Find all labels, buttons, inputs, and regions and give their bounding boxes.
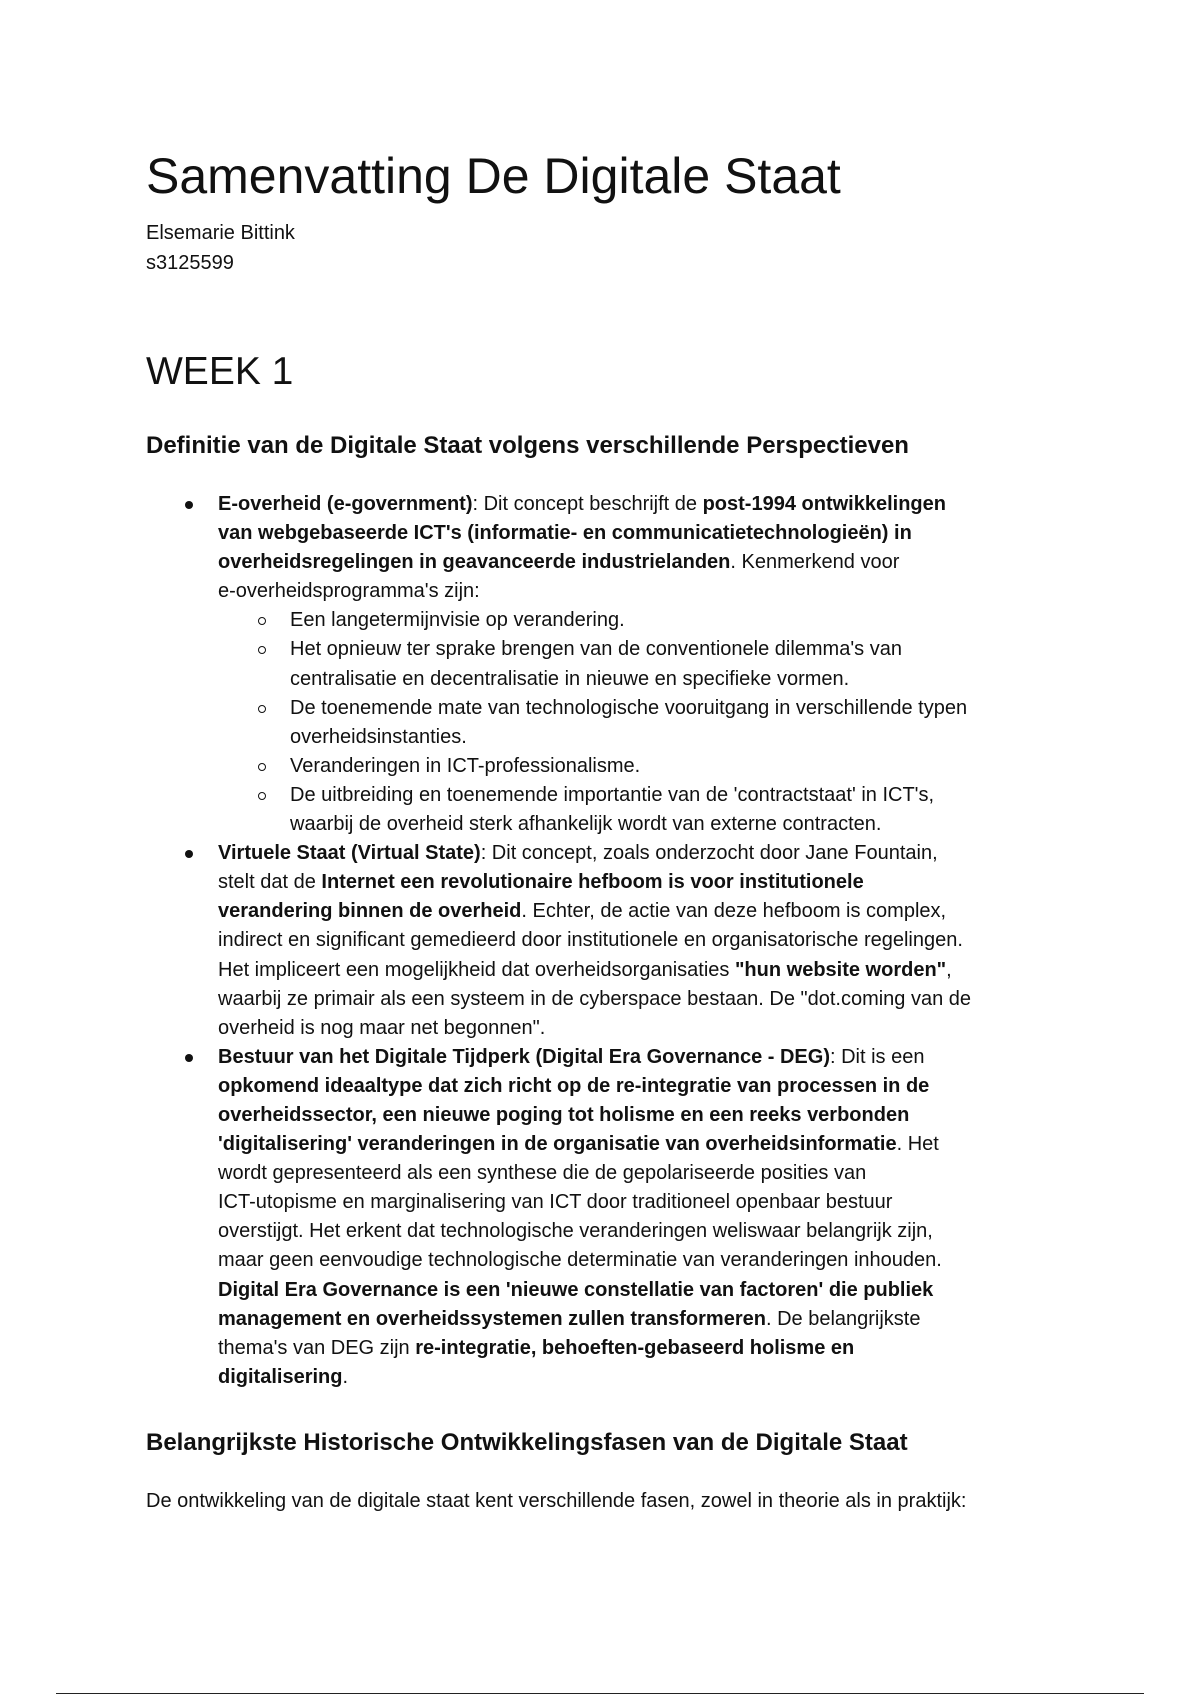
bold-text-segment: van webgebaseerde ICT's (informatie- en communicatietechnologieën) in: [218, 522, 912, 545]
bullet-text-line: [218, 1072, 1066, 1101]
text-segment: wordt gepresenteerd als een synthese die de gepolariseerde posities van: [218, 1162, 867, 1185]
bullet-text-line: [218, 956, 1066, 985]
bold-text-segment: overheidsregelingen in geavanceerde industrielanden: [218, 551, 731, 574]
bullet-text-line: [218, 1043, 1066, 1072]
bullet-text-line: [218, 1334, 1066, 1363]
bold-text-segment: Virtuele Staat (Virtual State): [218, 842, 481, 865]
bold-text-segment: management en overheidssystemen zullen transformeren: [218, 1307, 766, 1330]
sub-bullet-item: [218, 635, 1066, 693]
bullet-text-line: [218, 1363, 1066, 1392]
definition-bullet-item: [146, 490, 1066, 839]
bullet-text-line: [218, 1305, 1066, 1334]
bullet-text-line: [218, 490, 1066, 519]
text-segment: Het impliceert een mogelijkheid dat overheidsorganisaties: [218, 958, 735, 981]
bullet-text-line: [218, 577, 1066, 606]
hollow-circle-bullet-icon: [258, 763, 266, 771]
sub-bullet-text-line: De toenemende mate van technologische vooruitgang in verschillende typen: [290, 696, 968, 719]
week-heading: WEEK 1: [146, 350, 294, 393]
sub-bullet-text-line: overheidsinstanties.: [290, 725, 467, 748]
bullet-text-line: [218, 548, 1066, 577]
sub-bullet-item: [218, 752, 1066, 781]
bullet-text: [218, 490, 1066, 606]
bullet-text-line: [218, 1130, 1066, 1159]
text-segment: . Echter, de actie van deze hefboom is complex,: [521, 900, 947, 923]
bold-text-segment: overheidssector, een nieuwe poging tot holisme en een reeks verbonden: [218, 1103, 910, 1126]
text-segment: : Dit concept, zoals onderzocht door Jane Fountain,: [480, 842, 938, 865]
sub-bullet-item: [218, 781, 1066, 839]
text-segment: maar geen eenvoudige technologische determinatie van veranderingen inhouden.: [218, 1249, 942, 1272]
bold-text-segment: re-integratie, behoeften-gebaseerd holisme en: [415, 1336, 855, 1359]
document-title: Samenvatting De Digitale Staat: [146, 148, 841, 204]
page-footer-divider: [56, 1693, 1144, 1694]
text-segment: : Dit concept beschrijft de: [472, 493, 703, 515]
hollow-circle-bullet-icon: [258, 792, 266, 800]
text-segment: overheid is nog maar net begonnen".: [218, 1016, 546, 1039]
sub-bullet-text-line: centralisatie en decentralisatie in nieuwe en specifieke vormen.: [290, 667, 850, 690]
text-segment: ICT-utopisme en marginalisering van ICT door traditioneel openbaar bestuur: [218, 1191, 893, 1214]
hollow-circle-bullet-icon: [258, 646, 266, 654]
bold-text-segment: Digital Era Governance is een 'nieuwe constellatie van factoren' die publiek: [218, 1278, 934, 1301]
text-segment: .: [342, 1365, 349, 1388]
hollow-circle-bullet-icon: [258, 617, 266, 625]
text-segment: . Het: [896, 1133, 939, 1156]
bold-text-segment: E-overheid (e-government): [218, 493, 473, 515]
bullet-text: [218, 839, 1066, 1043]
hollow-circle-bullet-icon: [258, 705, 266, 713]
sub-bullet-text-line: waarbij de overheid sterk afhankelijk wordt van externe contracten.: [290, 813, 882, 836]
bullet-dot-icon: [185, 501, 193, 509]
definition-bullet-item: [146, 1043, 1066, 1392]
bullet-text-line: [218, 1101, 1066, 1130]
bold-text-segment: digitalisering: [218, 1365, 343, 1388]
bullet-text-line: [218, 926, 1066, 955]
definitions-bullet-list: [146, 490, 1066, 1392]
bullet-text-line: [218, 519, 1066, 548]
sub-bullet-text-line: Veranderingen in ICT-professionalisme.: [290, 754, 641, 777]
bullet-text-line: [218, 1159, 1066, 1188]
text-segment: : Dit is een: [830, 1045, 925, 1068]
bullet-text-line: [218, 1246, 1066, 1275]
text-segment: indirect en significant gemedieerd door institutionele en organisatorische regelingen.: [218, 929, 963, 952]
text-segment: e-overheidsprogramma's zijn:: [218, 580, 480, 603]
bold-text-segment: post-1994 ontwikkelingen: [702, 493, 946, 515]
sub-bullet-item: [218, 694, 1066, 752]
bullet-text-line: [218, 868, 1066, 897]
section-heading-historical-phases: Belangrijkste Historische Ontwikkelingsfasen van de Digitale Staat: [146, 1429, 908, 1456]
bullet-text-line: [218, 1276, 1066, 1305]
bold-text-segment: "hun website worden": [734, 958, 947, 981]
bullet-text-line: [218, 985, 1066, 1014]
sub-bullet-text-line: Het opnieuw ter sprake brengen van de conventionele dilemma's van: [290, 638, 902, 661]
sub-bullet-list: [218, 606, 1066, 839]
bullet-text-line: [218, 839, 1066, 868]
bullet-text-line: [218, 1188, 1066, 1217]
section-heading-definitions: Definitie van de Digitale Staat volgens verschillende Perspectieven: [146, 432, 909, 459]
bold-text-segment: 'digitalisering' veranderingen in de organisatie van overheidsinformatie: [218, 1133, 897, 1156]
section-intro-paragraph: De ontwikkeling van de digitale staat kent verschillende fasen, zowel in theorie als in praktijk:: [146, 1490, 967, 1512]
text-segment: . Kenmerkend voor: [730, 551, 900, 574]
text-segment: thema's van DEG zijn: [218, 1336, 416, 1359]
bullet-dot-icon: [185, 1054, 193, 1062]
bold-text-segment: Internet een revolutionaire hefboom is voor institutionele: [321, 871, 864, 894]
text-segment: . De belangrijkste: [765, 1307, 921, 1330]
text-segment: ,: [946, 958, 952, 981]
bullet-text-line: [218, 1217, 1066, 1246]
bullet-text: [218, 1043, 1066, 1392]
bullet-dot-icon: [185, 850, 193, 858]
bullet-text-line: [218, 897, 1066, 926]
student-id: s3125599: [146, 252, 234, 274]
bullet-text-line: [218, 1014, 1066, 1043]
sub-bullet-item: [218, 606, 1066, 635]
definition-bullet-item: [146, 839, 1066, 1043]
text-segment: overstijgt. Het erkent dat technologische veranderingen weliswaar belangrijk zijn,: [218, 1220, 933, 1243]
author-name: Elsemarie Bittink: [146, 222, 295, 244]
sub-bullet-text-line: Een langetermijnvisie op verandering.: [290, 609, 625, 632]
bold-text-segment: Bestuur van het Digitale Tijdperk (Digital Era Governance - DEG): [218, 1045, 830, 1068]
sub-bullet-text-line: De uitbreiding en toenemende importantie van de 'contractstaat' in ICT's,: [290, 783, 935, 806]
bold-text-segment: opkomend ideaaltype dat zich richt op de re-integratie van processen in de: [218, 1074, 930, 1097]
text-segment: waarbij ze primair als een systeem in de cyberspace bestaan. De "dot.coming van de: [218, 987, 972, 1010]
bold-text-segment: verandering binnen de overheid: [218, 900, 522, 923]
text-segment: stelt dat de: [218, 871, 322, 894]
